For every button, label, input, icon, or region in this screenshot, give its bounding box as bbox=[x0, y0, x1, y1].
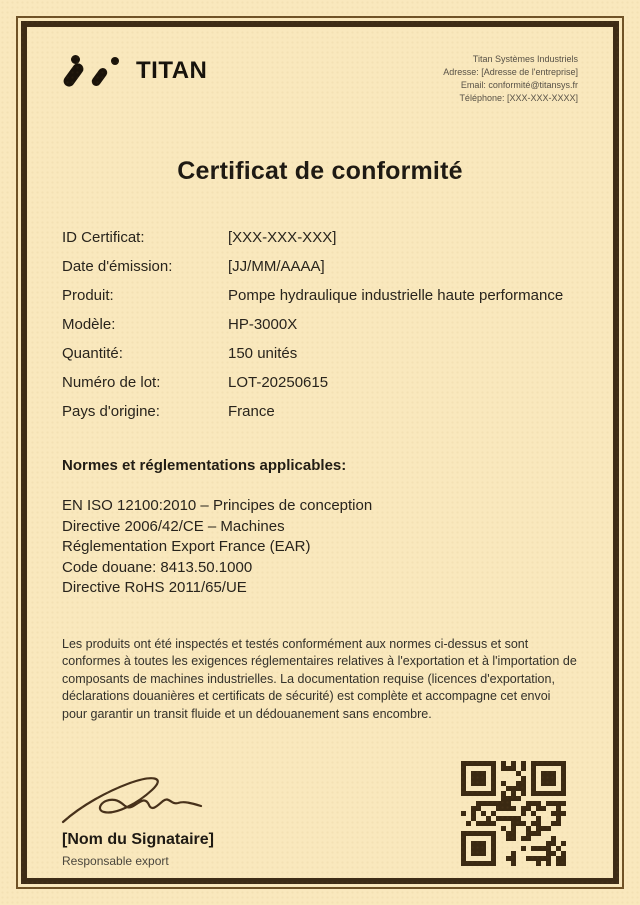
certificate-header bbox=[62, 51, 578, 105]
signer-name: [Nom du Signataire] bbox=[62, 831, 215, 848]
field-row-quantity bbox=[62, 339, 578, 368]
company-contact-block bbox=[443, 53, 578, 105]
field-value: [XXX-XXX-XXX] bbox=[228, 229, 337, 246]
field-value: Pompe hydraulique industrielle haute performance bbox=[228, 287, 564, 304]
declaration-paragraph: Les produits ont été inspectés et testés conformément aux normes ci-dessus et sont conformes à toutes les exigences réglementaires relatives à l'exportation et à l'importation de composants de machines industrielles. La documentation requise (licences d'exportation, déclarations douanières et certificats de sécurité) est complète et accompagne cet envoi pour garantir un transit fluide et un dédouanement sans encombre. bbox=[62, 636, 577, 721]
field-row-country-of-origin bbox=[62, 397, 578, 426]
field-value: HP-3000X bbox=[228, 316, 298, 333]
field-row-certificate-id bbox=[62, 223, 578, 252]
field-row-lot-number bbox=[62, 368, 578, 397]
field-label: ID Certificat: bbox=[62, 229, 145, 246]
page-title: Certificat de conformité bbox=[177, 157, 463, 185]
standards-item: Réglementation Export France (EAR) bbox=[62, 538, 311, 555]
signer-role: Responsable export bbox=[62, 854, 169, 868]
field-label: Pays d'origine: bbox=[62, 403, 160, 420]
field-value: LOT-20250615 bbox=[228, 374, 329, 391]
field-value: [JJ/MM/AAAA] bbox=[228, 258, 325, 275]
certificate-fields bbox=[62, 223, 578, 426]
signature-block bbox=[62, 765, 214, 868]
standards-item: Directive RoHS 2011/65/UE bbox=[62, 579, 247, 596]
field-value: 150 unités bbox=[228, 345, 298, 362]
company-phone: Téléphone: [XXX-XXX-XXXX] bbox=[459, 93, 578, 103]
company-address: Adresse: [Adresse de l'entreprise] bbox=[443, 67, 578, 77]
company-email: Email: conformité@titansys.fr bbox=[460, 80, 578, 90]
field-label: Produit: bbox=[62, 287, 114, 304]
field-row-product bbox=[62, 281, 578, 310]
certificate-content bbox=[27, 27, 613, 878]
handwritten-signature-icon bbox=[58, 765, 208, 829]
field-value: France bbox=[228, 403, 275, 420]
brand-name: TITAN bbox=[136, 57, 208, 84]
field-label: Numéro de lot: bbox=[62, 374, 161, 391]
field-row-issue-date bbox=[62, 252, 578, 281]
certificate-footer bbox=[62, 761, 578, 868]
standards-item: Directive 2006/42/CE – Machines bbox=[62, 517, 285, 535]
standards-list bbox=[62, 496, 578, 599]
company-name: Titan Systèmes Industriels bbox=[472, 54, 578, 64]
field-row-model bbox=[62, 310, 578, 339]
field-label: Modèle: bbox=[62, 316, 116, 333]
standards-heading: Normes et réglementations applicables: bbox=[62, 457, 347, 474]
brand bbox=[62, 55, 207, 87]
titan-logo-icon bbox=[62, 55, 124, 87]
standards-item: EN ISO 12100:2010 – Principes de conception bbox=[62, 497, 373, 514]
qr-code-icon bbox=[461, 761, 566, 866]
standards-item: Code douane: 8413.50.1000 bbox=[62, 558, 253, 576]
field-label: Quantité: bbox=[62, 345, 123, 362]
field-label: Date d'émission: bbox=[62, 258, 173, 275]
